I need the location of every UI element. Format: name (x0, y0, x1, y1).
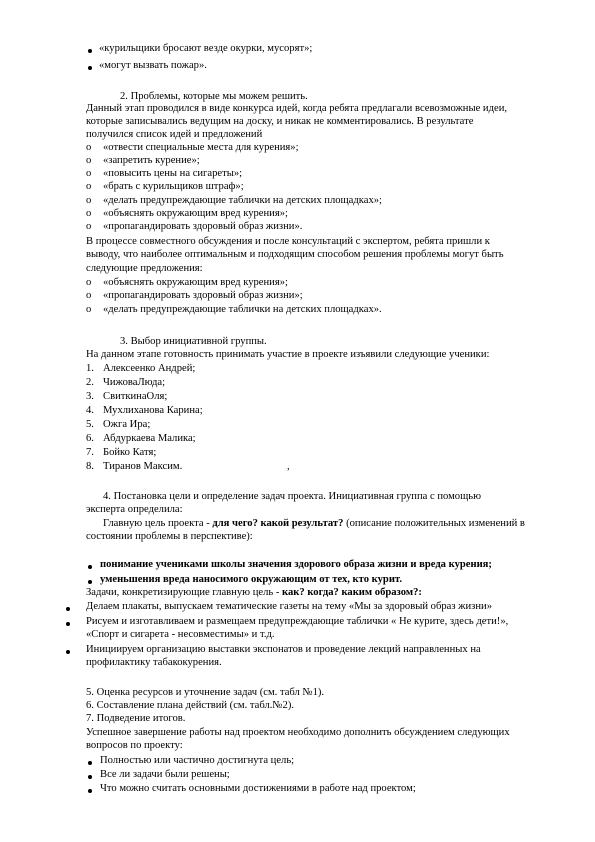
task-item: Делаем плакаты, выпускаем тематические газеты на тему «Мы за здоровый образ жизни» (86, 601, 492, 612)
bullet-dot-icon (88, 789, 92, 793)
bullet-dot-icon (66, 650, 70, 654)
section-heading: 4. Постановка цели и определение задач проекта. Инициативная группа с помощью (103, 491, 482, 502)
task-item-cont: «Спорт и сигарета - несовместимы» и т.д. (86, 629, 275, 640)
bullet-dot-icon (88, 580, 92, 584)
paragraph-line: следующие предложения: (86, 263, 203, 274)
goal-line-2: состоянии проблемы в перспективе): (86, 531, 253, 542)
paragraph-line: Успешное завершение работы над проектом необходимо дополнить обсуждением следующих (86, 727, 510, 738)
step-line: 5. Оценка ресурсов и уточнение задач (см. табл №1). (86, 687, 325, 698)
trailing-comma: , (287, 461, 290, 472)
bullet-dot-icon (88, 761, 92, 765)
bullet-dot-icon (66, 622, 70, 626)
section-heading: эксперта определила: (86, 504, 183, 515)
student-name: Алексеенко Андрей; (103, 363, 196, 374)
student-number: 8. (86, 461, 94, 472)
student-number: 6. (86, 433, 94, 444)
bullet-dot-icon (88, 565, 92, 569)
goal-line (103, 517, 525, 530)
bullet-dot-icon (66, 607, 70, 611)
paragraph-line: вопросов по проекту: (86, 740, 183, 751)
paragraph-line: В процессе совместного обсуждения и после консультаций с экспертом, ребята пришли к (86, 236, 490, 247)
paragraph-line: Данный этап проводился в виде конкурса идей, когда ребята предлагали всевозможные идеи, (86, 103, 508, 114)
chosen-item: «делать предупреждающие таблички на детских площадках». (103, 304, 382, 315)
question-item: Все ли задачи были решены; (100, 769, 230, 780)
top-bullet: «курильщики бросают везде окурки, мусорят»; (99, 43, 313, 54)
idea-item: «запретить курение»; (103, 155, 200, 166)
bullet-dot-icon (88, 775, 92, 779)
student-number: 3. (86, 391, 94, 402)
question-item: Что можно считать основными достижениями в работе над проектом; (100, 783, 416, 794)
task-item-cont: профилактику табакокурения. (86, 657, 222, 668)
student-name: СвиткинаОля; (103, 391, 168, 402)
student-name: ЧижоваЛюда; (103, 377, 166, 388)
tasks-question: как? когда? каким образом?: (282, 587, 422, 598)
idea-item: «объяснять окружающим вред курения»; (103, 208, 288, 219)
idea-item: «отвести специальные места для курения»; (103, 142, 299, 153)
step-line: 6. Составление плана действий (см. табл.№2). (86, 700, 295, 711)
idea-item: «пропагандировать здоровый образ жизни». (103, 221, 303, 232)
goal-prefix: Главную цель проекта - (103, 518, 213, 529)
task-item: Рисуем и изготавливаем и размещаем предупреждающие таблички « Не курите, здесь дети!», (86, 616, 509, 627)
list-marker: o (86, 221, 92, 232)
student-number: 2. (86, 377, 94, 388)
tasks-prefix: Задачи, конкретизирующие главную цель - (86, 587, 283, 598)
student-name: Бойко Катя; (103, 447, 157, 458)
student-name: Абдуркаева Малика; (103, 433, 196, 444)
student-number: 1. (86, 363, 94, 374)
goal-item: понимание учениками школы значения здорового образа жизни и вреда курения; (100, 559, 492, 570)
student-name: Тиранов Максим. (103, 461, 183, 472)
list-marker: o (86, 195, 92, 206)
student-number: 5. (86, 419, 94, 430)
paragraph-line: которые записывались ведущим на доску, и никак не комментировались. В результате (86, 116, 474, 127)
list-marker: o (86, 304, 92, 315)
section-heading: 2. Проблемы, которые мы можем решить. (120, 91, 308, 102)
step-line: 7. Подведение итогов. (86, 713, 186, 724)
student-number: 4. (86, 405, 94, 416)
top-bullet: «могут вызвать пожар». (99, 60, 207, 71)
goal-suffix: (описание положительных изменений в (343, 518, 525, 529)
bullet-dot-icon (88, 66, 92, 70)
list-marker: o (86, 155, 92, 166)
task-item: Инициируем организацию выставки экспонатов и проведение лекций направленных на (86, 644, 481, 655)
tasks-line (86, 586, 422, 599)
student-name: Ожга Ира; (103, 419, 151, 430)
idea-item: «брать с курильщиков штраф»; (103, 181, 244, 192)
list-marker: o (86, 277, 92, 288)
list-marker: o (86, 290, 92, 301)
chosen-item: «пропагандировать здоровый образ жизни»; (103, 290, 303, 301)
goal-question: для чего? какой результат? (212, 518, 344, 529)
list-marker: o (86, 168, 92, 179)
chosen-item: «объяснять окружающим вред курения»; (103, 277, 288, 288)
paragraph-line: выводу, что наиболее оптимальным и подходящим способом решения проблемы могут быть (86, 249, 504, 260)
idea-item: «делать предупреждающие таблички на детских площадках»; (103, 195, 382, 206)
student-number: 7. (86, 447, 94, 458)
question-item: Полностью или частично достигнута цель; (100, 755, 295, 766)
list-marker: o (86, 181, 92, 192)
goal-item: уменьшения вреда наносимого окружающим от тех, кто курит. (100, 574, 402, 585)
paragraph-line: На данном этапе готовность принимать участие в проекте изъявили следующие ученики: (86, 349, 490, 360)
section-heading: 3. Выбор инициативной группы. (120, 336, 267, 347)
idea-item: «повысить цены на сигареты»; (103, 168, 243, 179)
bullet-dot-icon (88, 49, 92, 53)
list-marker: o (86, 208, 92, 219)
paragraph-line: получился список идей и предложений (86, 129, 263, 140)
student-name: Мухлиханова Карина; (103, 405, 203, 416)
list-marker: o (86, 142, 92, 153)
